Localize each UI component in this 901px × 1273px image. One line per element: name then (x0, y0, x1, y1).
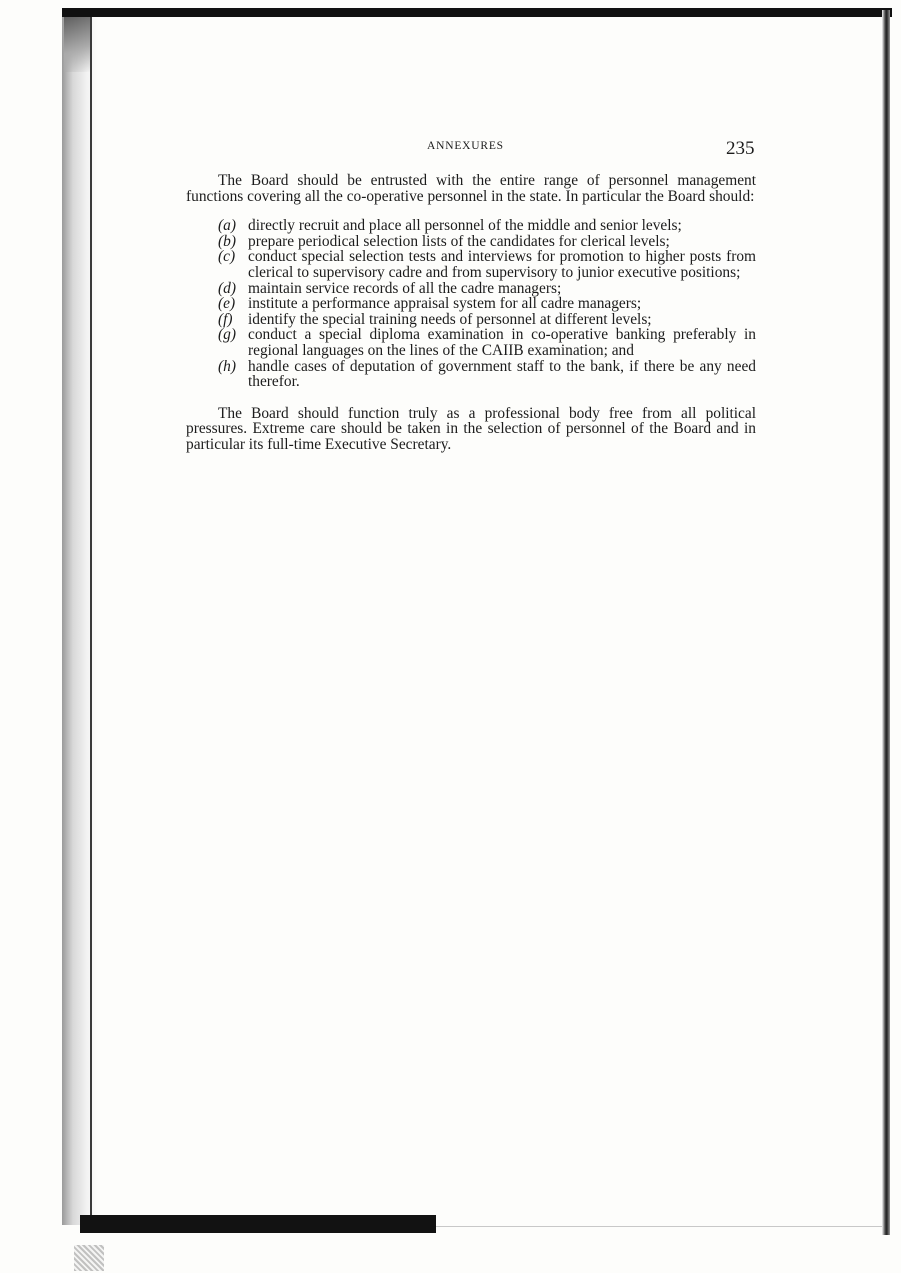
list-marker: (g) (218, 326, 236, 344)
list-marker: (e) (218, 295, 236, 313)
list-item-text: prepare periodical selection lists of the candidates for clerical levels; (248, 232, 670, 250)
list-marker: (d) (218, 279, 236, 297)
list-item (186, 281, 756, 297)
list-item (186, 312, 756, 328)
scan-artifact (74, 1245, 104, 1271)
list-item (186, 296, 756, 312)
binding-shadow (62, 10, 98, 1225)
page-body (186, 173, 756, 453)
duties-list (186, 218, 756, 390)
list-marker: (b) (218, 232, 236, 250)
list-item-text: institute a performance appraisal system for all cadre managers; (248, 295, 642, 313)
list-marker: (a) (218, 217, 236, 235)
list-item-text: handle cases of deputation of government staff to the bank, if there be any need therefor. (248, 357, 756, 391)
page-fold (64, 12, 92, 72)
right-scan-border (882, 10, 890, 1235)
page-number: 235 (726, 138, 755, 159)
list-item-text: conduct a special diploma examination in co-operative banking preferably in regional languages on the lines of the CAIIB examination; and (248, 326, 756, 359)
binding-edge (90, 14, 92, 1224)
list-item-text: identify the special training needs of personnel at different levels; (248, 310, 652, 328)
list-marker: (c) (218, 248, 236, 266)
list-item (186, 234, 756, 250)
list-marker: (h) (218, 357, 236, 375)
intro-paragraph: The Board should be entrusted with the entire range of personnel management functions covering all the co-operative personnel in the state. In particular the Board should: (186, 172, 756, 205)
list-item-text: directly recruit and place all personnel of the middle and senior levels; (248, 217, 682, 235)
list-item-text: maintain service records of all the cadre managers; (248, 279, 562, 297)
list-item-text: conduct special selection tests and interviews for promotion to higher posts from clerical to supervisory cadre and from supervisory to junior executive positions; (248, 248, 756, 281)
list-item (186, 359, 756, 390)
closing-paragraph: The Board should function truly as a professional body free from all political pressures. Extreme care should be taken in the selection of personnel of the Board and in particular its full-time Executive Secretary. (186, 404, 756, 453)
running-head: ANNEXURES (427, 140, 504, 152)
list-item (186, 218, 756, 234)
bottom-page-edge (436, 1226, 882, 1227)
list-item (186, 327, 756, 358)
bottom-scan-border (80, 1215, 436, 1233)
top-scan-border (62, 8, 892, 17)
list-item (186, 249, 756, 280)
list-marker: (f) (218, 310, 233, 328)
